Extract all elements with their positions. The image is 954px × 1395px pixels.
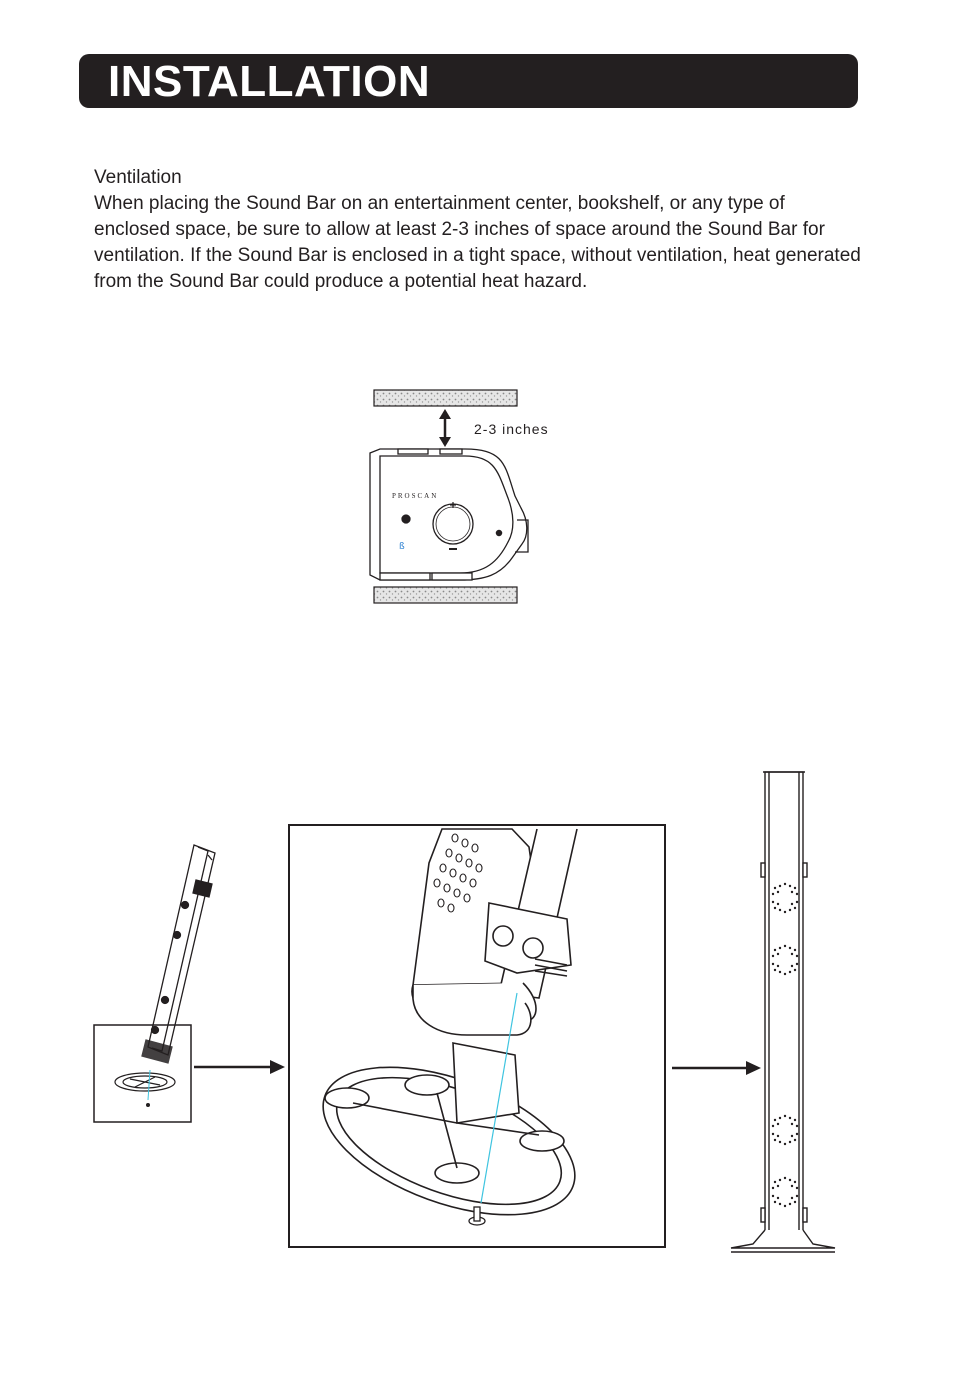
- soundbar-side-view: [370, 449, 528, 580]
- clearance-diagram: [340, 380, 580, 610]
- bluetooth-icon: ß: [399, 542, 405, 552]
- clearance-label: 2-3 inches: [474, 421, 549, 437]
- ventilation-paragraph: When placing the Sound Bar on an entertainment center, bookshelf, or any type of enclosed space, be sure to allow at least 2-3 inches of space around the Sound Bar for ventilation. If the Sound Bar is enclosed in a tight space, without ventilation, heat generated from the Sound Bar could produce a potential heat hazard.: [94, 193, 861, 292]
- bidirectional-arrow-icon: [439, 409, 451, 447]
- top-shelf: [374, 390, 517, 406]
- right-arrow-icon: [190, 1057, 290, 1077]
- screw-icon: [146, 1103, 150, 1107]
- header-bar: [79, 54, 858, 108]
- section-heading: Ventilation: [94, 167, 182, 188]
- brand-text: PROSCAN: [392, 492, 439, 500]
- stand-assembly-overview: [90, 835, 230, 1130]
- bottom-shelf: [374, 587, 517, 603]
- assembled-stand: [725, 768, 840, 1258]
- page-title: INSTALLATION: [108, 57, 431, 106]
- base-attachment-detail: [287, 823, 667, 1249]
